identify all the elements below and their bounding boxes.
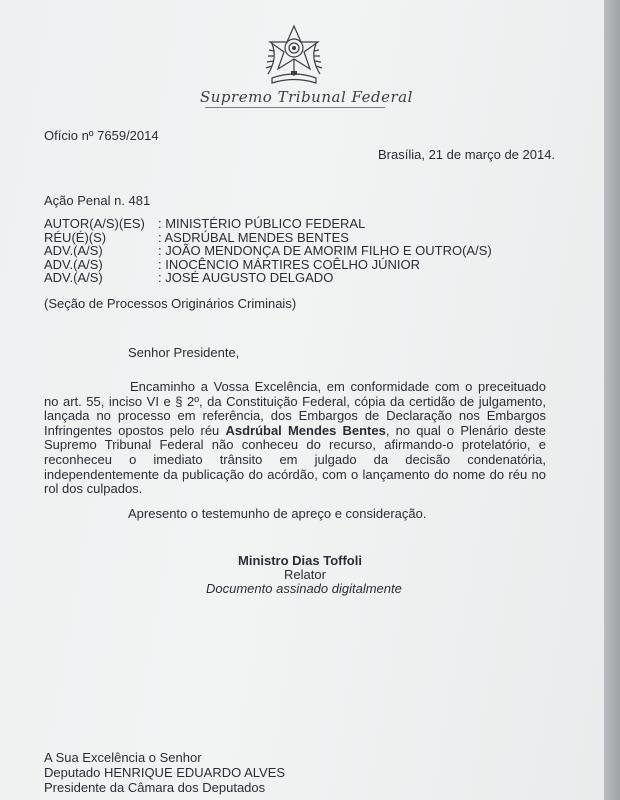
brazil-coat-of-arms-icon xyxy=(258,24,330,86)
party-label: ADV.(A/S) xyxy=(44,243,103,258)
party-value: : JOSÉ AUGUSTO DELGADO xyxy=(158,270,334,285)
institution-name: Supremo Tribunal Federal xyxy=(200,88,413,106)
signatory-name: Ministro Dias Toffoli xyxy=(238,553,362,568)
party-label: ADV.(A/S) xyxy=(44,257,103,272)
body-text-part: , no qual o Plenário deste Supremo Tribunal Federal não conheceu do recurso, afirmando-o protelatório, e reconheceu o imediato trânsito em julgado da decisão condenatória, independentemente da publicação do acórdão, com o lançamento do nome do réu no rol dos culpados. xyxy=(44,422,547,497)
party-label: RÉU(É)(S) xyxy=(44,230,107,245)
recipient-line: A Sua Excelência o Senhor xyxy=(44,750,202,765)
paper-edge-shadow xyxy=(604,0,620,800)
recipient-line: Deputado HENRIQUE EDUARDO ALVES xyxy=(44,765,286,780)
letter-body xyxy=(44,380,546,497)
party-value: : JOÃO MENDONÇA DE AMORIM FILHO E OUTRO(A/S) xyxy=(158,243,492,258)
office-number: Ofício nº 7659/2014 xyxy=(44,128,159,143)
closing-line: Apresento o testemunho de apreço e consideração. xyxy=(128,506,427,521)
party-value: : INOCÊNCIO MÁRTIRES COÊLHO JÚNIOR xyxy=(158,257,420,272)
case-number: Ação Penal n. 481 xyxy=(44,193,151,208)
digital-signature-note: Documento assinado digitalmente xyxy=(206,581,402,596)
party-label: ADV.(A/S) xyxy=(44,270,103,285)
recipient-line: Presidente da Câmara dos Deputados xyxy=(44,780,266,795)
party-label: AUTOR(A/S)(ES) xyxy=(44,216,145,231)
header-underline xyxy=(205,107,385,108)
party-value: : ASDRÚBAL MENDES BENTES xyxy=(158,230,349,245)
place-date: Brasília, 21 de março de 2014. xyxy=(378,147,556,162)
salutation: Senhor Presidente, xyxy=(128,345,240,360)
signatory-role: Relator xyxy=(284,567,326,582)
defendant-name: Asdrúbal Mendes Bentes xyxy=(225,422,386,438)
party-value: : MINISTÉRIO PÚBLICO FEDERAL xyxy=(158,216,366,231)
section-note: (Seção de Processos Originários Criminais) xyxy=(44,296,297,311)
body-text-part: Encaminho a Vossa Excelência, em conformidade com o preceituado no art. 55, inciso VI e § 2º, da Constituição Federal, cópia da certidão de julgamento, lançada no processo em referência, dos Embargos de Declaração nos Embargos Infringentes opostos pelo réu xyxy=(44,379,546,438)
